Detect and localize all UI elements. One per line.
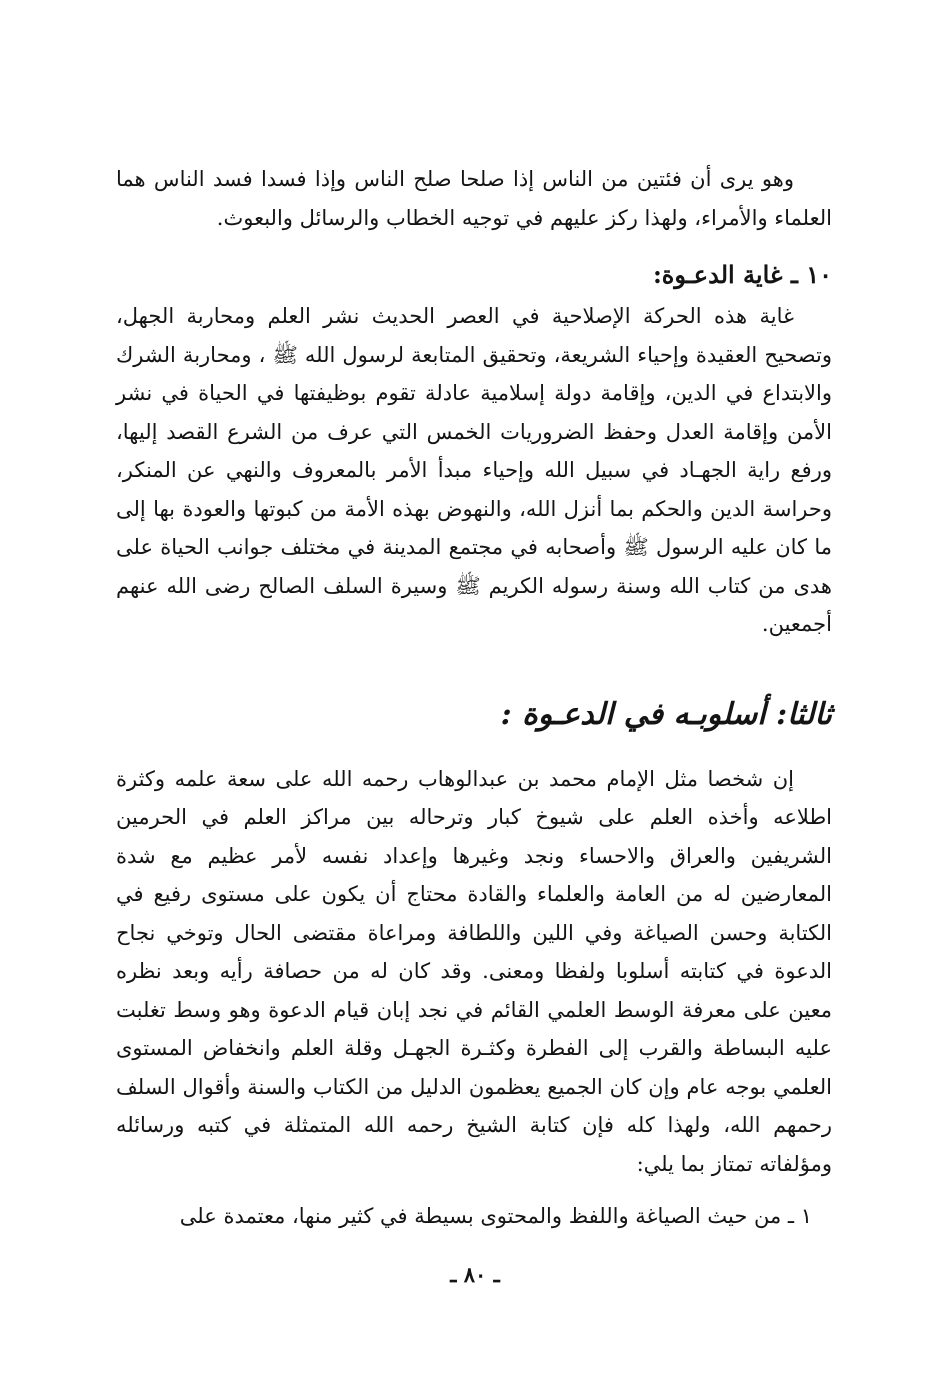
section-3-paragraph: إن شخصا مثل الإمام محمد بن عبدالوهاب رحمه الله على سعة علمه وكثرة اطلاعه وأخذه العلم على شيوخ كبار وترحاله بين مراكز العلم في الحرمين الشريفين والعراق والاحساء ونجد وغيرها وإعداد نفسه لأمر عظيم مع شدة المعارضين له من العامة والعلماء والقادة محتاج أن يكون على مستوى رفيع في الكتابة وحسن الصياغة وفي اللين واللطافة ومراعاة مقتضى الحال وتوخي نجاح الدعوة في كتابته أسلوبا ولفظا ومعنى. وقد كان له من حصافة رأيه وبعد نظره معين على معرفة الوسط العلمي القائم في نجد إبان قيام الدعوة وهو وسط تغلبت عليه البساطة والقرب إلى الفطرة وكثـرة الجهـل وقلة العلم وانخفاض المستوى العلمي بوجه عام وإن كان الجميع يعظمون الدليل من الكتاب والسنة وأقوال السلف رحمهم الله، ولهذا كله فإن كتابة الشيخ رحمه الله المتمثلة في كتبه ورسائله ومؤلفاته تمتاز بما يلي: — [116, 766, 832, 1176]
section-3-heading: ثالثا: أسلوبـه في الدعـوة : — [500, 696, 832, 732]
page-body — [116, 160, 832, 1236]
section-3-list-item-1: ١ ـ من حيث الصياغة واللفظ والمحتوى بسيطة في كثير منها، معتمدة على — [179, 1204, 812, 1228]
page-number: ـ ٨٠ ـ — [450, 1262, 500, 1287]
section-gap — [116, 644, 832, 692]
section-10-heading: ١٠ ـ غاية الدعـوة: — [652, 260, 832, 289]
section-10-paragraph: غاية هذه الحركة الإصلاحية في العصر الحديث نشر العلم ومحاربة الجهل، وتصحيح العقيدة وإحياء الشريعة، وتحقيق المتابعة لرسول الله ﷺ ، ومحاربة الشرك والابتداع في الدين، وإقامة دولة إسلامية عادلة تقوم بوظيفتها في الحياة في نشر الأمن وإقامة العدل وحفظ الضروريات الخمس التي عرف من الشرع القصد إليها، ورفع راية الجهـاد في سبيل الله وإحياء مبدأ الأمر بالمعروف والنهي عن المنكر، وحراسة الدين والحكم بما أنزل الله، والنهوض بهذه الأمة من كبوتها والعودة بها إلى ما كان عليه الرسول ﷺ وأصحابه في مجتمع المدينة في مختلف جوانب الحياة على هدى من كتاب الله وسنة رسوله الكريم ﷺ وسيرة السلف الصالح رضى الله عنهم أجمعين. — [116, 304, 833, 636]
intro-paragraph: وهو يرى أن فئتين من الناس إذا صلحا صلح الناس وإذا فسدا فسد الناس هما العلماء والأمراء، ولهذا ركز عليهم في توجيه الخطاب والرسائل والبعوث. — [116, 167, 832, 230]
